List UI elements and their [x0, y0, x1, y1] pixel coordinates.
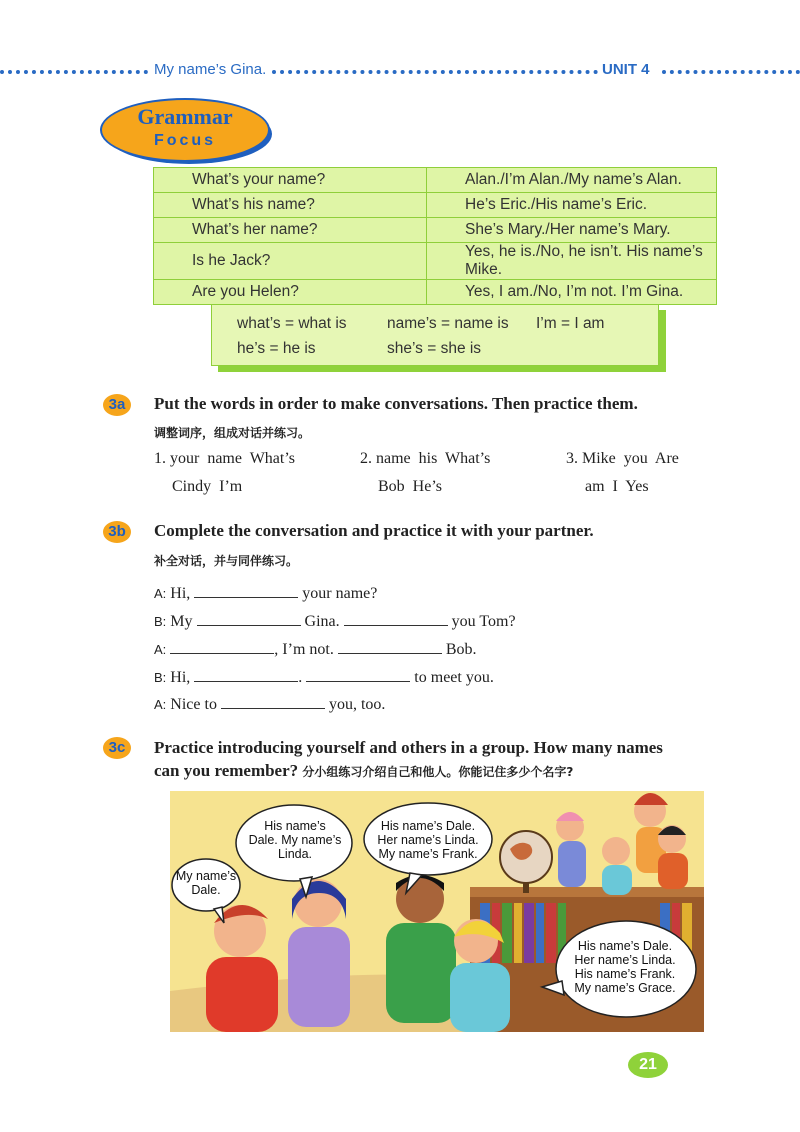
table-row	[154, 218, 717, 243]
table-row	[154, 168, 717, 193]
contraction-im: I’m = I am	[536, 315, 605, 332]
section-3b-chinese: 补全对话，并与同伴练习。	[154, 554, 299, 568]
bubble-line: My name’s Frank.	[378, 847, 478, 861]
contraction-whats: what’s = what is	[237, 315, 347, 332]
bubble-line: Her name’s Linda.	[377, 833, 479, 847]
bubble-line: Linda.	[277, 847, 313, 861]
section-3a-title: Put the words in order to make conversations. Then practice them.	[154, 394, 638, 413]
grammar-table	[153, 167, 717, 305]
classroom-illustration	[170, 791, 704, 1032]
answer-cell: Yes, I am./No, I’m not. I’m Gina.	[427, 280, 717, 305]
line-text: Gina.	[304, 613, 340, 630]
badge-title: Grammar	[137, 104, 233, 129]
bubble-line: My name’s	[175, 869, 237, 883]
bubble-linda	[240, 819, 350, 861]
bubble-line: Dale. My name’s	[248, 833, 342, 847]
question-cell: What’s his name?	[154, 193, 427, 218]
section-3b-title: Complete the conversation and practice it with your partner.	[154, 521, 594, 540]
section-3c-title-end: can you remember?	[154, 761, 299, 780]
answer-blank[interactable]	[221, 694, 325, 709]
answer-blank[interactable]	[306, 667, 410, 682]
answer-blank[interactable]	[338, 639, 442, 654]
contractions-box	[211, 304, 659, 366]
bubble-grace	[560, 939, 690, 995]
line-text: you, too.	[328, 696, 386, 713]
conversation-line-3	[154, 639, 477, 659]
answer-blank[interactable]	[170, 639, 274, 654]
conversation-line-5	[154, 694, 385, 714]
answer-cell: She’s Mary./Her name’s Mary.	[427, 218, 717, 243]
page-number: 21	[628, 1052, 668, 1078]
answer-blank[interactable]	[194, 667, 298, 682]
contraction-names: name’s = name is	[387, 315, 509, 332]
section-number-3a: 3a	[103, 394, 131, 416]
conversation-line-2	[154, 611, 516, 631]
answer-cell: Alan./I’m Alan./My name’s Alan.	[427, 168, 717, 193]
contraction-hes: he’s = he is	[237, 340, 316, 357]
header-lesson-title: My name’s Gina.	[154, 61, 267, 78]
speaker-label: A:	[154, 586, 167, 601]
table-row	[154, 280, 717, 305]
question-cell: What’s her name?	[154, 218, 427, 243]
bubble-line: Dale.	[191, 883, 221, 897]
section-3c-chinese: 分小组练习介绍自己和他人。你能记住多少个名字?	[302, 765, 574, 779]
word-group-1-line1: 1. your name What’s	[154, 450, 296, 467]
bubble-frank	[368, 819, 488, 861]
question-cell: Is he Jack?	[154, 243, 427, 280]
bubble-line: Her name’s Linda.	[574, 953, 676, 967]
line-text: you Tom?	[451, 613, 516, 630]
line-text: My	[170, 613, 193, 630]
answer-blank[interactable]	[197, 611, 301, 626]
section-number-3b: 3b	[103, 521, 131, 543]
grammar-focus-badge	[100, 98, 276, 168]
bubble-line: My name’s Grace.	[574, 981, 676, 995]
speaker-label: A:	[154, 642, 167, 657]
bubble-line: His name’s Dale.	[380, 819, 476, 833]
line-text: Bob.	[445, 641, 477, 658]
section-3c-title-line1: Practice introducing yourself and others in a group. How many names	[154, 738, 663, 757]
answer-blank[interactable]	[344, 611, 448, 626]
speaker-label: B:	[154, 614, 167, 629]
section-3a-chinese: 调整词序，组成对话并练习。	[154, 426, 311, 440]
header-unit-label: UNIT 4	[602, 61, 650, 78]
word-group-2-line1: 2. name his What’s	[360, 450, 491, 467]
speaker-label: A:	[154, 697, 167, 712]
answer-cell: Yes, he is./No, he isn’t. His name’s Mike.	[427, 243, 717, 280]
table-row	[154, 193, 717, 218]
line-text: to meet you.	[414, 669, 494, 686]
conversation-line-4	[154, 667, 494, 687]
bubble-line: His name’s Dale.	[577, 939, 673, 953]
table-row	[154, 243, 717, 280]
header-dots-middle	[272, 70, 598, 74]
line-text: Hi,	[170, 669, 191, 686]
bubble-line: His name’s Frank.	[574, 967, 676, 981]
header-dots-left	[0, 70, 148, 74]
question-cell: Are you Helen?	[154, 280, 427, 305]
word-group-2-line2: Bob He’s	[378, 478, 442, 495]
badge-subtitle: Focus	[153, 132, 217, 149]
header-dots-right	[662, 70, 800, 74]
speaker-label: B:	[154, 670, 167, 685]
answer-blank[interactable]	[194, 583, 298, 598]
conversation-line-1	[154, 583, 377, 603]
page-header	[0, 58, 800, 88]
question-cell: What’s your name?	[154, 168, 427, 193]
line-text: .	[298, 669, 303, 686]
bubble-line: His name’s	[264, 819, 326, 833]
line-text: , I’m not.	[274, 641, 334, 658]
line-text: your name?	[302, 585, 378, 602]
line-text: Nice to	[170, 696, 217, 713]
word-group-3-line1: 3. Mike you Are	[566, 450, 679, 467]
word-group-3-line2: am I Yes	[585, 478, 649, 495]
bubble-dale	[174, 869, 238, 897]
section-number-3c: 3c	[103, 737, 131, 759]
contraction-shes: she’s = she is	[387, 340, 482, 357]
line-text: Hi,	[170, 585, 191, 602]
word-group-1-line2: Cindy I’m	[172, 478, 243, 495]
answer-cell: He’s Eric./His name’s Eric.	[427, 193, 717, 218]
section-3c-title-line2	[154, 761, 573, 781]
